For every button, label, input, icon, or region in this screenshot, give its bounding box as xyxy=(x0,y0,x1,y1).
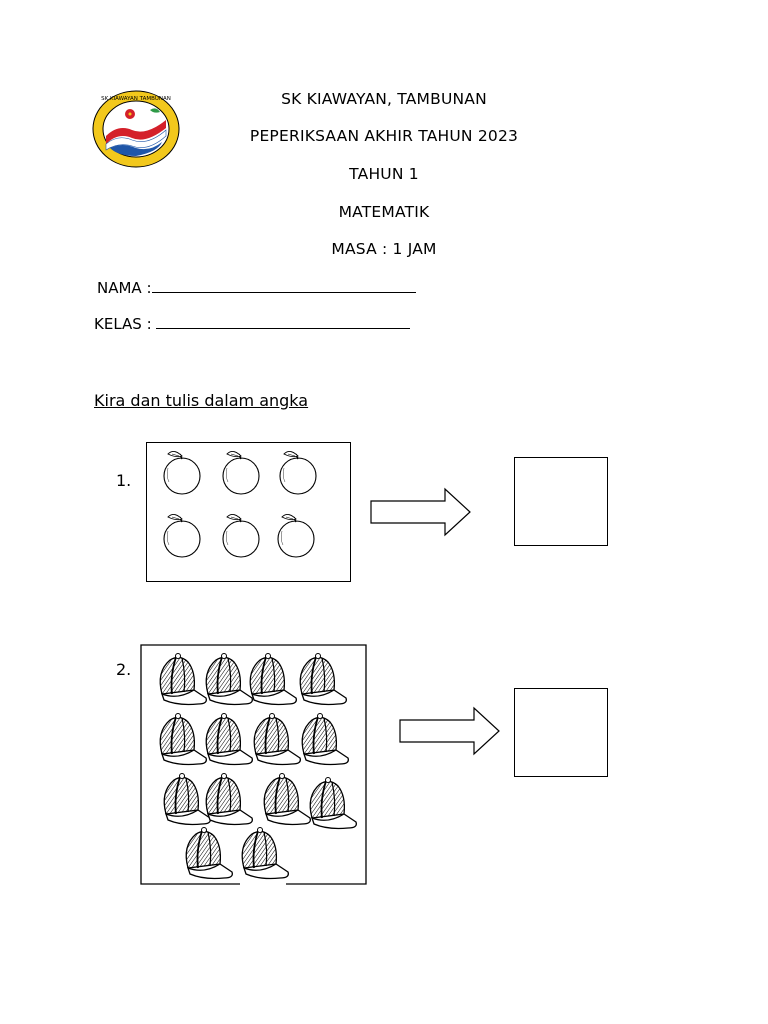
subject-label: MATEMATIK xyxy=(338,203,430,221)
orange-4 xyxy=(164,514,200,557)
cap-5 xyxy=(160,714,206,765)
school-name: SK KIAWAYAN, TAMBUNAN xyxy=(281,90,487,108)
logo-ring-text: SK KIAWAYAN TAMBUNAN xyxy=(101,96,171,102)
cap-6 xyxy=(206,714,252,765)
orange-5 xyxy=(223,514,259,557)
cap-1 xyxy=(160,654,206,705)
class-line[interactable] xyxy=(156,314,410,329)
cap-3 xyxy=(250,654,296,705)
orange-6 xyxy=(278,514,314,557)
year-label: TAHUN 1 xyxy=(349,165,419,183)
exam-title: PEPERIKSAAN AKHIR TAHUN 2023 xyxy=(249,127,519,145)
name-field[interactable] xyxy=(97,278,416,297)
answer-box[interactable] xyxy=(514,688,608,777)
cap-9 xyxy=(164,774,210,825)
name-label: NAMA : xyxy=(97,279,152,297)
cap-8 xyxy=(302,714,348,765)
name-line[interactable] xyxy=(152,278,416,293)
orange-3 xyxy=(280,451,316,494)
cap-13 xyxy=(186,828,232,879)
question-number: 1. xyxy=(116,471,132,490)
cap-12 xyxy=(310,778,356,829)
cap-14 xyxy=(242,828,288,879)
cap-4 xyxy=(300,654,346,705)
arrow-icon xyxy=(370,487,474,539)
instruction: Kira dan tulis dalam angka xyxy=(94,391,309,410)
arrow-icon xyxy=(399,706,503,758)
oranges-group xyxy=(147,443,349,580)
question-1-picture-box xyxy=(146,442,351,582)
question-number: 2. xyxy=(116,660,132,679)
cap-11 xyxy=(264,774,310,825)
answer-box[interactable] xyxy=(514,457,608,546)
orange-1 xyxy=(164,451,200,494)
cap-7 xyxy=(254,714,300,765)
question-2-picture-box xyxy=(140,644,368,886)
cap-10 xyxy=(206,774,252,825)
class-label: KELAS : xyxy=(94,315,152,333)
cap-2 xyxy=(206,654,252,705)
orange-2 xyxy=(223,451,259,494)
duration-label: MASA : 1 JAM xyxy=(331,240,437,258)
class-field[interactable] xyxy=(94,314,410,333)
